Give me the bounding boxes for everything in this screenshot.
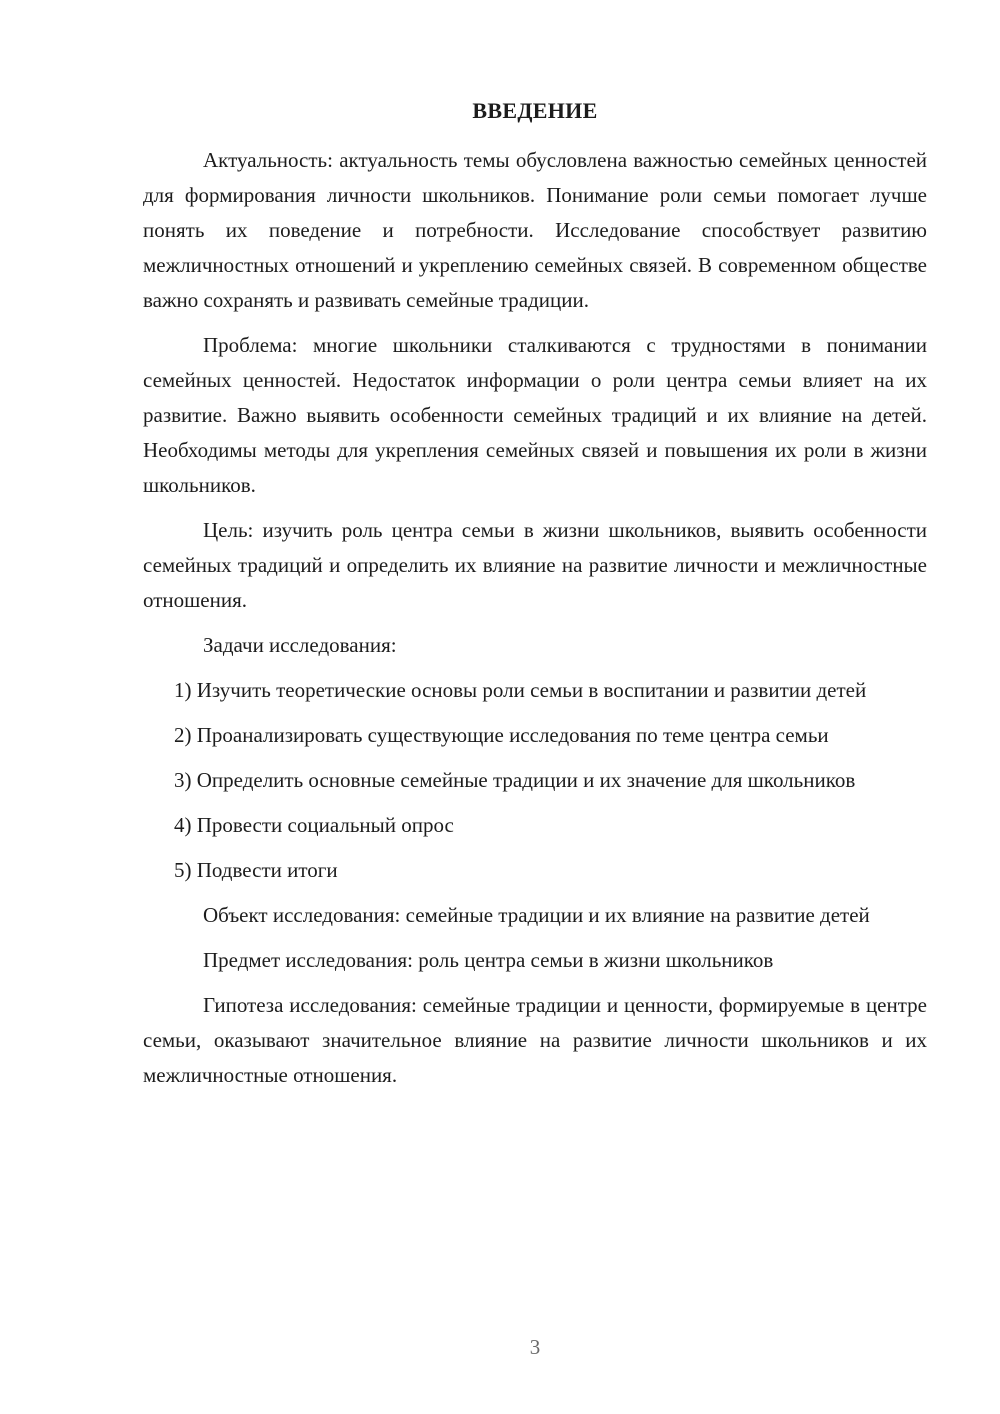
task-item-1: 1) Изучить теоретические основы роли семьи в воспитании и развитии детей xyxy=(174,678,867,702)
task-item-4: 4) Провести социальный опрос xyxy=(174,813,454,837)
task-item-2: 2) Проанализировать существующие исследования по теме центра семьи xyxy=(174,723,829,747)
subject-paragraph: Предмет исследования: роль центра семьи в жизни школьников xyxy=(203,948,774,972)
hypothesis-paragraph: Гипотеза исследования: семейные традиции и ценности, формируемые в центре семьи, оказывают значительное влияние на развитие личности школьников и их межличностные отношения. xyxy=(143,993,927,1087)
relevance-paragraph: Актуальность: актуальность темы обусловлена важностью семейных ценностей для формирования личности школьников. Понимание роли семьи помогает лучше понять их поведение и потребности. Исследование способствует развитию межличностных отношений и укреплению семейных связей. В современном обществе важно сохранять и развивать семейные традиции. xyxy=(143,148,927,312)
tasks-heading: Задачи исследования: xyxy=(203,633,397,657)
document-body xyxy=(143,143,927,1103)
task-item-5: 5) Подвести итоги xyxy=(174,858,338,882)
page-title: ВВЕДЕНИЕ xyxy=(472,98,598,123)
document-page xyxy=(143,0,927,1414)
problem-paragraph: Проблема: многие школьники сталкиваются с трудностями в понимании семейных ценностей. Недостаток информации о роли центра семьи влияет на их развитие. Важно выявить особенности семейных традиций и их влияние на детей. Необходимы методы для укрепления семейных связей и повышения их роли в жизни школьников. xyxy=(143,333,927,497)
object-paragraph: Объект исследования: семейные традиции и их влияние на развитие детей xyxy=(203,903,870,927)
task-item-3: 3) Определить основные семейные традиции и их значение для школьников xyxy=(174,768,856,792)
page-number: 3 xyxy=(529,1335,541,1359)
goal-paragraph: Цель: изучить роль центра семьи в жизни школьников, выявить особенности семейных традиций и определить их влияние на развитие личности и межличностные отношения. xyxy=(143,518,927,612)
